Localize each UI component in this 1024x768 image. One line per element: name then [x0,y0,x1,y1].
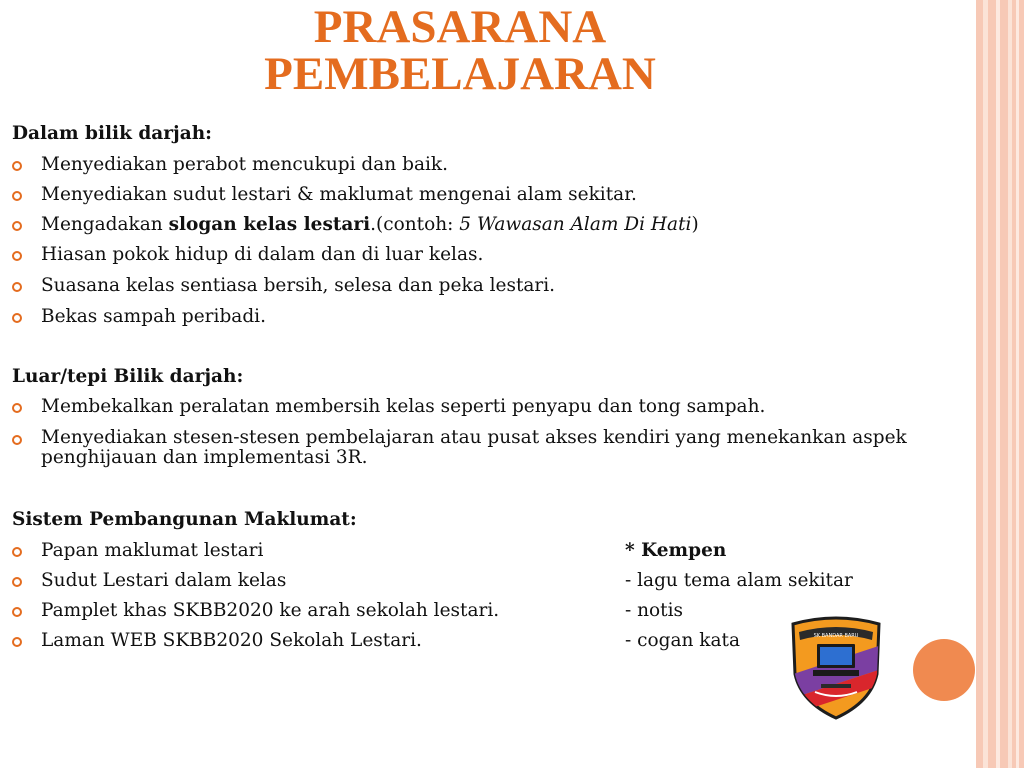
school-crest-logo [785,610,887,722]
list-item-text: Menyediakan perabot mencukupi dan baik. [41,154,448,175]
list-item-text: Bekas sampah peribadi. [41,306,266,327]
bullet-icon [12,607,22,617]
info-right-text: - notis [625,600,684,621]
list-item-text: Hiasan pokok hidup di dalam dan di luar kelas. [41,244,484,265]
list-item-text: Menyediakan stesen-stesen pembelajaran atau pusat akses kendiri yang menekankan aspek penghijauan dan implementasi 3R. [41,427,907,468]
bullet-icon [12,403,22,413]
list-item-text: Menyediakan sudut lestari & maklumat mengenai alam sekitar. [41,184,637,205]
title-line-1: PRASARANA [313,1,607,53]
computer-icon [813,644,859,676]
bullet-icon [12,161,22,171]
border-stripe [996,0,1000,768]
list-item-text: Sudut Lestari dalam kelas [41,570,287,591]
list-item-text: Membekalkan peralatan membersih kelas seperti penyapu dan tong sampah. [41,396,766,417]
info-right-text: - cogan kata [625,630,741,651]
bullet-icon [12,251,22,261]
list-item-text-part: ) [691,214,699,235]
section-heading-classroom: Dalam bilik darjah: [12,123,212,144]
list-item-text [41,214,699,236]
accent-circle [913,639,975,701]
bullet-icon [12,313,22,323]
info-right-text: * Kempen [625,540,727,561]
border-stripe [1016,0,1019,768]
info-right-text: - lagu tema alam sekitar [625,570,853,591]
crest-text-top: SK BANDAR BARU [813,633,859,639]
bullet-icon [12,435,22,445]
bullet-icon [12,547,22,557]
list-item-text: Papan maklumat lestari [41,540,264,561]
bullet-icon [12,637,22,647]
slide-title [200,1,720,100]
bullet-icon [12,282,22,292]
slogan-text: slogan kelas lestari [168,214,371,235]
bullet-icon [12,191,22,201]
bullet-icon [12,577,22,587]
bullet-icon [12,221,22,231]
border-stripe [1008,0,1012,768]
border-stripe [983,0,988,768]
list-item-text: Laman WEB SKBB2020 Sekolah Lestari. [41,630,422,651]
list-item-text: Suasana kelas sentiasa bersih, selesa dan peka lestari. [41,275,556,296]
list-item-text-part: .(contoh: [370,214,460,235]
section-heading-info: Sistem Pembangunan Maklumat: [12,509,357,530]
list-item-text: Pamplet khas SKBB2020 ke arah sekolah lestari. [41,600,500,621]
list-item-text-part: Mengadakan [41,214,169,235]
section-heading-outside: Luar/tepi Bilik darjah: [12,366,244,387]
slogan-example-text: 5 Wawasan Alam Di Hati [459,214,692,235]
title-line-2: PEMBELAJARAN [264,48,656,100]
